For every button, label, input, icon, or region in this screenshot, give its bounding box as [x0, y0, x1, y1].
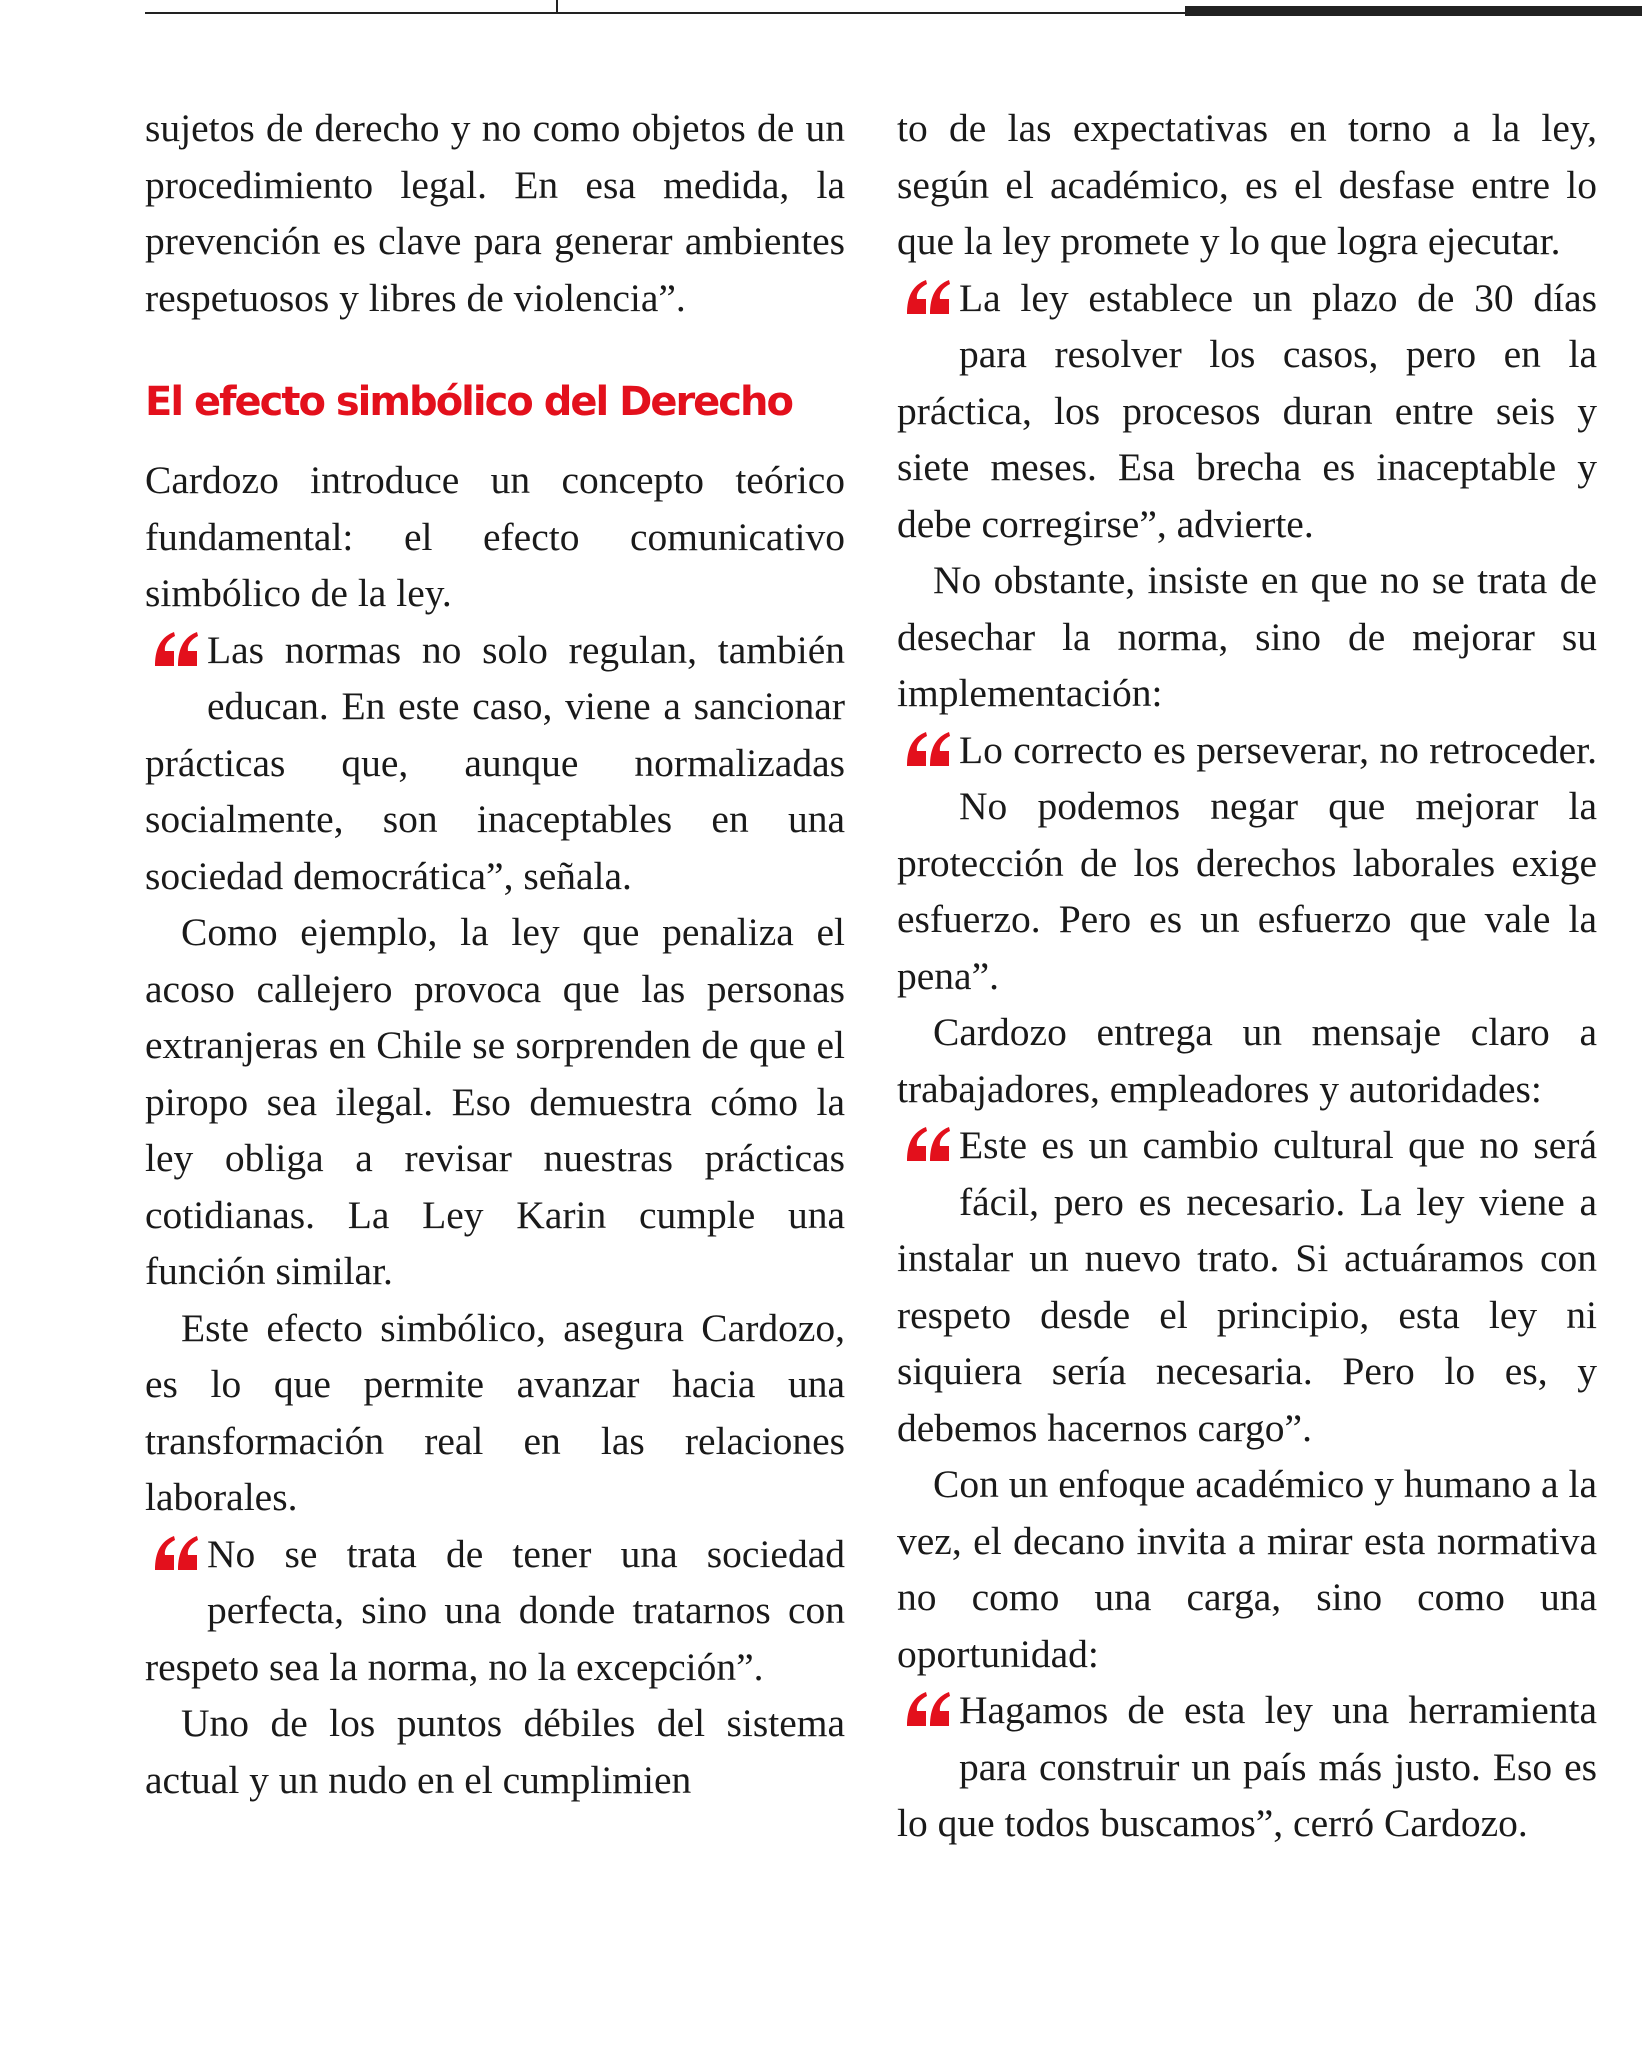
- opening-quote-icon: [897, 1117, 959, 1225]
- paragraph: Este efecto simbólico, asegura Cardozo, es lo que permite avanzar hacia una transformación real en las relaciones laborales.: [145, 1305, 845, 1519]
- quote-text: Lo correcto es perseverar, no retroceder. No podemos negar que mejorar la protección de los derechos laborales exige esfuerzo. Pero es un esfuerzo que vale la pena”.: [897, 727, 1597, 998]
- paragraph: Uno de los puntos débiles del sistema actual y un nudo en el cumplimien: [145, 1701, 845, 1802]
- top-rule-divider: [556, 0, 558, 14]
- quote-text: No se trata de tener una sociedad perfecta, sino una donde tratarnos con respeto sea la norma, no la excepción”.: [145, 1531, 845, 1689]
- opening-quote-icon: [897, 270, 959, 378]
- opening-quote-icon: [145, 622, 207, 730]
- opening-quote-icon: [897, 1682, 959, 1790]
- pull-quote: [897, 722, 1597, 1005]
- quote-text: Las normas no solo regulan, también educan. En este caso, viene a sancionar prácticas que, aunque normalizadas socialmente, son inaceptables en una sociedad democrática”, señala.: [145, 627, 845, 898]
- pull-quote: [897, 1117, 1597, 1456]
- opening-quote-icon: [897, 722, 959, 830]
- left-column: [145, 100, 845, 1808]
- top-rule-bar: [1185, 6, 1642, 16]
- opening-quote-icon: [145, 1526, 207, 1634]
- section-heading: El efecto simbólico del Derecho: [145, 379, 792, 425]
- pull-quote: [145, 1526, 845, 1696]
- paragraph: sujetos de derecho y no como objetos de un procedimiento legal. En esa medida, la prevención es clave para generar ambientes respetuosos y libres de violencia”.: [145, 106, 845, 320]
- pull-quote: [145, 622, 845, 905]
- paragraph: No obstante, insiste en que no se trata de desechar la norma, sino de mejorar su implementación:: [897, 558, 1597, 715]
- quote-text: Hagamos de esta ley una herramienta para construir un país más justo. Eso es lo que todos buscamos”, cerró Cardozo.: [897, 1688, 1597, 1845]
- quote-text: Este es un cambio cultural que no será fácil, pero es necesario. La ley viene a instalar un nuevo trato. Si actuáramos con respeto desde el principio, esta ley ni siquiera sería necesaria. Pero lo es, y debemos hacernos cargo”.: [897, 1123, 1597, 1450]
- pull-quote: [897, 1682, 1597, 1852]
- paragraph: Como ejemplo, la ley que penaliza el acoso callejero provoca que las personas extranjeras en Chile se sorprenden de que el piropo sea ilegal. Eso demuestra cómo la ley obliga a revisar nuestras prácticas cotidianas. La Ley Karin cumple una función similar.: [145, 910, 845, 1293]
- paragraph: to de las expectativas en torno a la ley, según el académico, es el desfase entre lo que la ley promete y lo que logra ejecutar.: [897, 106, 1597, 263]
- paragraph: Cardozo introduce un concepto teórico fundamental: el efecto comunicativo simbólico de la ley.: [145, 458, 845, 615]
- quote-text: La ley establece un plazo de 30 días para resolver los casos, pero en la práctica, los procesos duran entre seis y siete meses. Esa brecha es inaceptable y debe corregirse”, advierte.: [897, 275, 1597, 546]
- top-rule: [145, 12, 1185, 14]
- paragraph: Con un enfoque académico y humano a la vez, el decano invita a mirar esta normativa no como una carga, sino como una oportunidad:: [897, 1462, 1597, 1676]
- right-column: [897, 100, 1597, 1852]
- pull-quote: [897, 270, 1597, 553]
- paragraph: Cardozo entrega un mensaje claro a trabajadores, empleadores y autoridades:: [897, 1010, 1597, 1111]
